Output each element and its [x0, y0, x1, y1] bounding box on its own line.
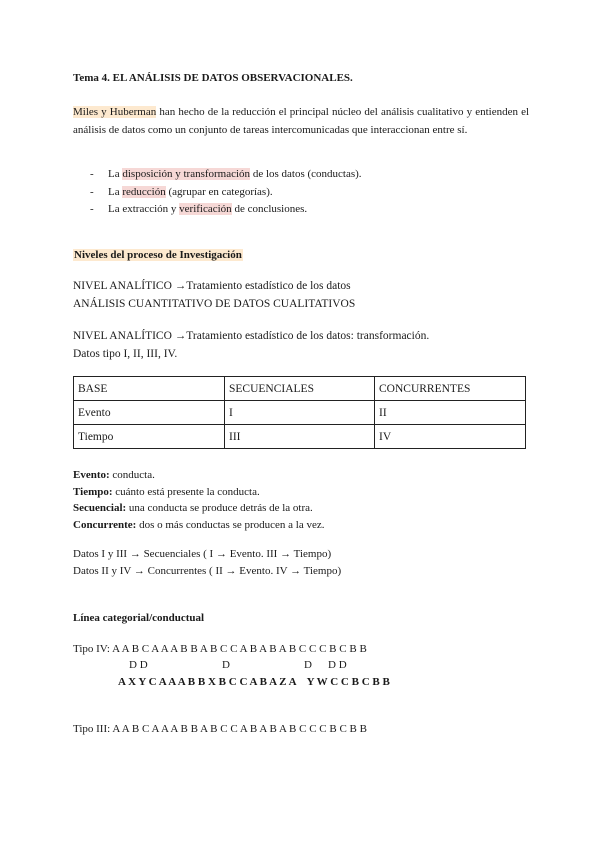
table-row — [74, 425, 526, 449]
list-item: - La reducción (agrupar en categorías). — [90, 185, 273, 198]
intro-highlight: Miles y Huberman — [73, 106, 157, 118]
datos-line: Datos II y IV → Concurrentes ( II → Evento. IV → Tiempo) — [73, 565, 342, 577]
process-list — [90, 166, 362, 219]
nivel-line: NIVEL ANALÍTICO →Tratamiento estadístico de los datos: transformación. — [73, 330, 430, 342]
table-header-cell: BASE — [74, 377, 225, 401]
nivel-line: Datos tipo I, II, III, IV. — [73, 348, 178, 360]
intro-paragraph — [73, 103, 529, 139]
table-cell: Tiempo — [74, 425, 225, 449]
d-mark: D — [304, 659, 312, 671]
definition-item: Evento: conducta. — [73, 469, 155, 481]
section-title-linea: Línea categorial/conductual — [73, 612, 205, 624]
nivel-line: ANÁLISIS CUANTITATIVO DE DATOS CUALITATIVOS — [73, 298, 356, 310]
datos-summary — [73, 546, 341, 580]
definition-item: Tiempo: cuánto está presente la conducta. — [73, 485, 260, 498]
table-header-row — [74, 377, 526, 401]
tipo4-sequence: Tipo IV: A A B C A A A B B A B C C A B A B A B C C C B C B B — [73, 643, 367, 655]
table-cell: II — [375, 401, 526, 425]
nivel-line: NIVEL ANALÍTICO →Tratamiento estadístico de los datos — [73, 280, 351, 292]
definitions — [73, 467, 325, 533]
document-title: Tema 4. EL ANÁLISIS DE DATOS OBSERVACIONALES. — [73, 72, 353, 84]
table-cell: I — [225, 401, 375, 425]
d-mark: D — [222, 659, 230, 671]
data-types-table — [73, 376, 526, 449]
definition-item: Concurrente: dos o más conductas se producen a la vez. — [73, 518, 325, 531]
table-cell: III — [225, 425, 375, 449]
d-mark: D D — [129, 659, 148, 671]
datos-line: Datos I y III → Secuenciales ( I → Evento. III → Tiempo) — [73, 548, 332, 560]
table-cell: Evento — [74, 401, 225, 425]
list-highlight: verificación — [179, 203, 232, 215]
list-highlight: reducción — [122, 185, 166, 198]
list-highlight: disposición y transformación — [122, 168, 251, 180]
table-row — [74, 401, 526, 425]
d-mark: D D — [328, 659, 347, 671]
table-cell: IV — [375, 425, 526, 449]
tipo4-bold-sequence: A X Y C A A A B B X B C C A B A Z A Y W C C B C B B — [118, 676, 390, 688]
table-header-cell: CONCURRENTES — [375, 377, 526, 401]
list-item: - La extracción y verificación de conclusiones. — [90, 203, 308, 215]
table-header-cell: SECUENCIALES — [225, 377, 375, 401]
list-item: - La disposición y transformación de los datos (conductas). — [90, 168, 362, 180]
tipo3-sequence: Tipo III: A A B C A A A B B A B C C A B A B A B C C C B C B B — [73, 723, 367, 735]
definition-item: Secuencial: una conducta se produce detrás de la otra. — [73, 502, 313, 514]
section-title-niveles: Niveles del proceso de Investigación — [74, 249, 242, 261]
intro-text: han hecho de la reducción el principal núcleo del análisis cualitativo y entienden el análisis de datos como un conjunto de tareas intercomunicadas que interaccionan entre sí. — [73, 106, 530, 136]
